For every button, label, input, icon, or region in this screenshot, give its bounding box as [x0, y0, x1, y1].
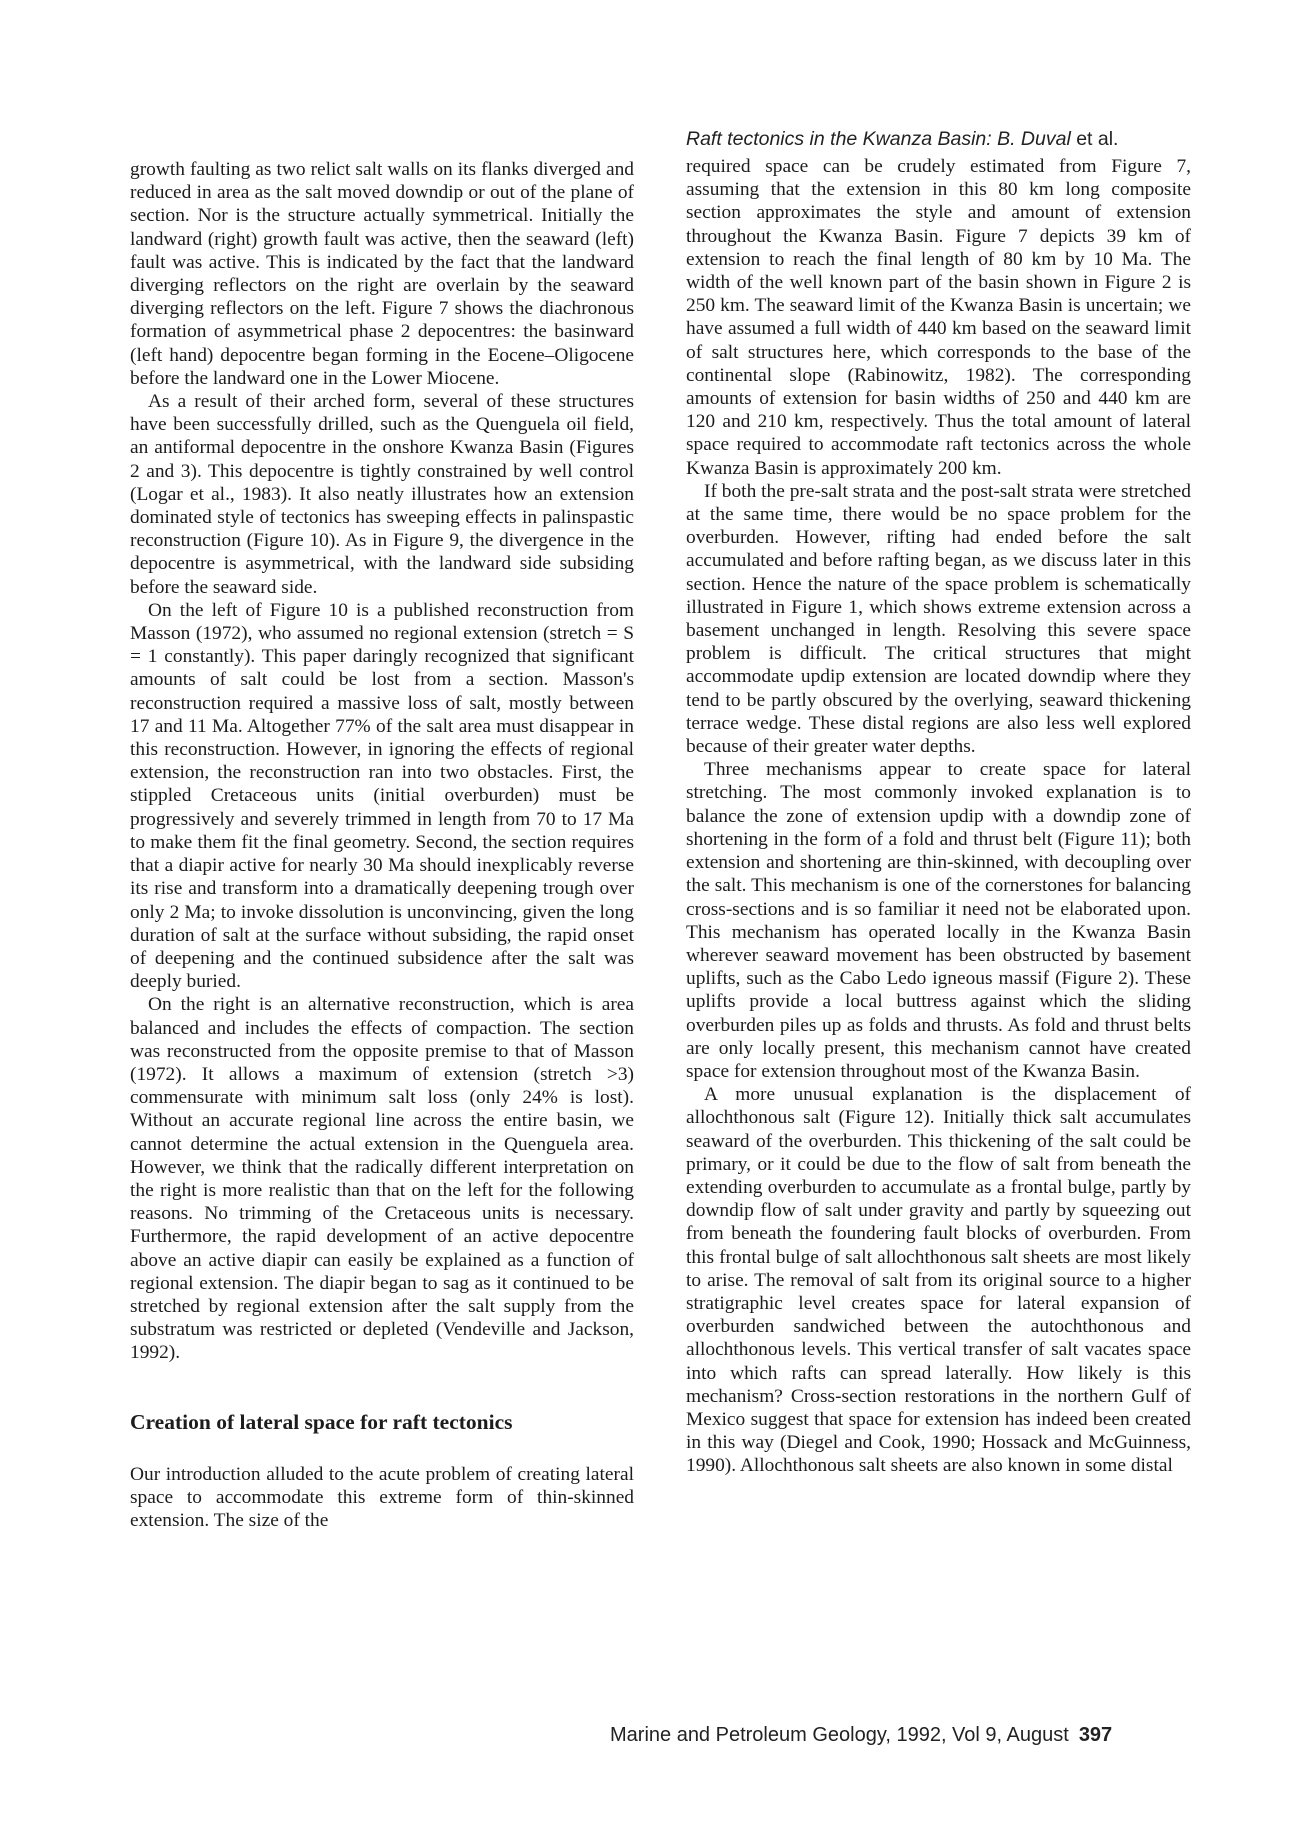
- running-header: [686, 128, 1118, 151]
- paragraph: On the left of Figure 10 is a published reconstruction from Masson (1972), who assumed no regional extension (stretch = S = 1 constantly). This paper daringly recognized that significant amounts of salt could be lost from a section. Masson's reconstruction required a massive loss of salt, mostly between 17 and 11 Ma. Altogether 77% of the salt area must disappear in this reconstruction. However, in ignoring the effects of regional extension, the reconstruction ran into two obstacles. First, the stippled Cretaceous units (initial overburden) must be progressively and severely trimmed in length from 70 to 17 Ma to make them fit the final geometry. Second, the section requires that a diapir active for nearly 30 Ma should inexplicably reverse its rise and transform into a dramatically deepening trough over only 2 Ma; to invoke dissolution is unconvincing, given the long duration of salt at the surface without subsiding, the rapid onset of deepening and the continued subsidence after the salt was deeply buried.: [130, 599, 634, 993]
- paragraph: As a result of their arched form, several of these structures have been successfully drilled, such as the Quenguela oil field, an antiformal depocentre in the onshore Kwanza Basin (Figures 2 and 3). This depocentre is tightly constrained by well control (Logar et al., 1983). It also neatly illustrates how an extension dominated style of tectonics has sweeping effects in palinspastic reconstruction (Figure 10). As in Figure 9, the divergence in the depocentre is asymmetrical, with the landward side subsiding before the seaward side.: [130, 391, 634, 598]
- running-header-title: Raft tectonics in the Kwanza Basin: B. Duval: [686, 128, 1071, 150]
- paragraph: Our introduction alluded to the acute problem of creating lateral space to accommodate this extreme form of thin-skinned extension. The size of the: [130, 1463, 634, 1531]
- page-footer: [610, 1724, 1112, 1747]
- left-column: [130, 158, 634, 1532]
- section-heading: Creation of lateral space for raft tectonics: [130, 1409, 513, 1434]
- paragraph: On the right is an alternative reconstruction, which is area balanced and includes the effects of compaction. The section was reconstructed from the opposite premise to that of Masson (1972). It allows a maximum of extension (stretch >3) commensurate with minimum salt loss (only 24% is lost). Without an accurate regional line across the entire basin, we cannot determine the actual extension in the Quenguela area. However, we think that the radically different interpretation on the right is more realistic than that on the left for the following reasons. No trimming of the Cretaceous units is necessary. Furthermore, the rapid development of an active depocentre above an active diapir can easily be explained as a function of regional extension. The diapir began to sag as it continued to be stretched by regional extension after the salt supply from the substratum was restricted or depleted (Vendeville and Jackson, 1992).: [130, 994, 634, 1364]
- paragraph: growth faulting as two relict salt walls on its flanks diverged and reduced in area as the salt moved downdip or out of the plane of section. Nor is the structure actually symmetrical. Initially the landward (right) growth fault was active, then the seaward (left) fault was active. This is indicated by the fact that the landward diverging reflectors on the right are overlain by the seaward diverging reflectors on the left. Figure 7 shows the diachronous formation of asymmetrical phase 2 depocentres: the basinward (left hand) depocentre began forming in the Eocene–Oligocene before the landward one in the Lower Miocene.: [130, 159, 634, 389]
- paragraph: Three mechanisms appear to create space for lateral stretching. The most commonly invoked explanation is to balance the zone of extension updip with a downdip zone of shortening in the form of a fold and thrust belt (Figure 11); both extension and shortening are thin-skinned, with decoupling over the salt. This mechanism is one of the cornerstones for balancing cross-sections and is so familiar it need not be elaborated upon. This mechanism has operated locally in the Kwanza Basin wherever seaward movement has been obstructed by basement uplifts, such as the Cabo Ledo igneous massif (Figure 2). These uplifts provide a local buttress against which the sliding overburden piles up as folds and thrusts. As fold and thrust belts are only locally present, this mechanism cannot have created space for extension throughout most of the Kwanza Basin.: [686, 759, 1191, 1082]
- paragraph: required space can be crudely estimated from Figure 7, assuming that the extension in this 80 km long composite section approximates the style and amount of extension throughout the Kwanza Basin. Figure 7 depicts 39 km of extension to reach the final length of 80 km by 10 Ma. The width of the well known part of the basin shown in Figure 2 is 250 km. The seaward limit of the Kwanza Basin is uncertain; we have assumed a full width of 440 km based on the seaward limit of salt structures here, which corresponds to the base of the continental slope (Rabinowitz, 1982). The corresponding amounts of extension for basin widths of 250 and 440 km are 120 and 210 km, respectively. Thus the total amount of lateral space required to accommodate raft tectonics across the whole Kwanza Basin is approximately 200 km.: [686, 156, 1191, 479]
- running-header-suffix: et al.: [1070, 128, 1119, 150]
- paragraph: A more unusual explanation is the displacement of allochthonous salt (Figure 12). Initially thick salt accumulates seaward of the overburden. This thickening of the salt could be primary, or it could be due to the flow of salt from beneath the extending overburden to accumulate as a frontal bulge, partly by downdip flow of salt under gravity and partly by squeezing out from beneath the foundering fault blocks of overburden. From this frontal bulge of salt allochthonous salt sheets are most likely to arise. The removal of salt from its original source to a higher stratigraphic level creates space for lateral expansion of overburden sandwiched between the autochthonous and allochthonous levels. This vertical transfer of salt vacates space into which rafts can spread laterally. How likely is this mechanism? Cross-section restorations in the northern Gulf of Mexico suggest that space for extension has indeed been created in this way (Diegel and Cook, 1990; Hossack and McGuinness, 1990). Allochthonous salt sheets are also known in some distal: [686, 1084, 1191, 1477]
- page-number: 397: [1078, 1724, 1113, 1746]
- right-column: [686, 155, 1191, 1478]
- paragraph: If both the pre-salt strata and the post-salt strata were stretched at the same time, there would be no space problem for the overburden. However, rifting had ended before the salt accumulated and before rafting began, as we discuss later in this section. Hence the nature of the space problem is schematically illustrated in Figure 1, which shows extreme extension across a basement unchanged in length. Resolving this severe space problem is difficult. The critical structures that might accommodate updip extension are located downdip where they tend to be partly obscured by the overlying, seaward thickening terrace wedge. These distal regions are also less well explored because of their greater water depths.: [686, 480, 1191, 758]
- journal-citation: Marine and Petroleum Geology, 1992, Vol 9, August: [610, 1724, 1069, 1746]
